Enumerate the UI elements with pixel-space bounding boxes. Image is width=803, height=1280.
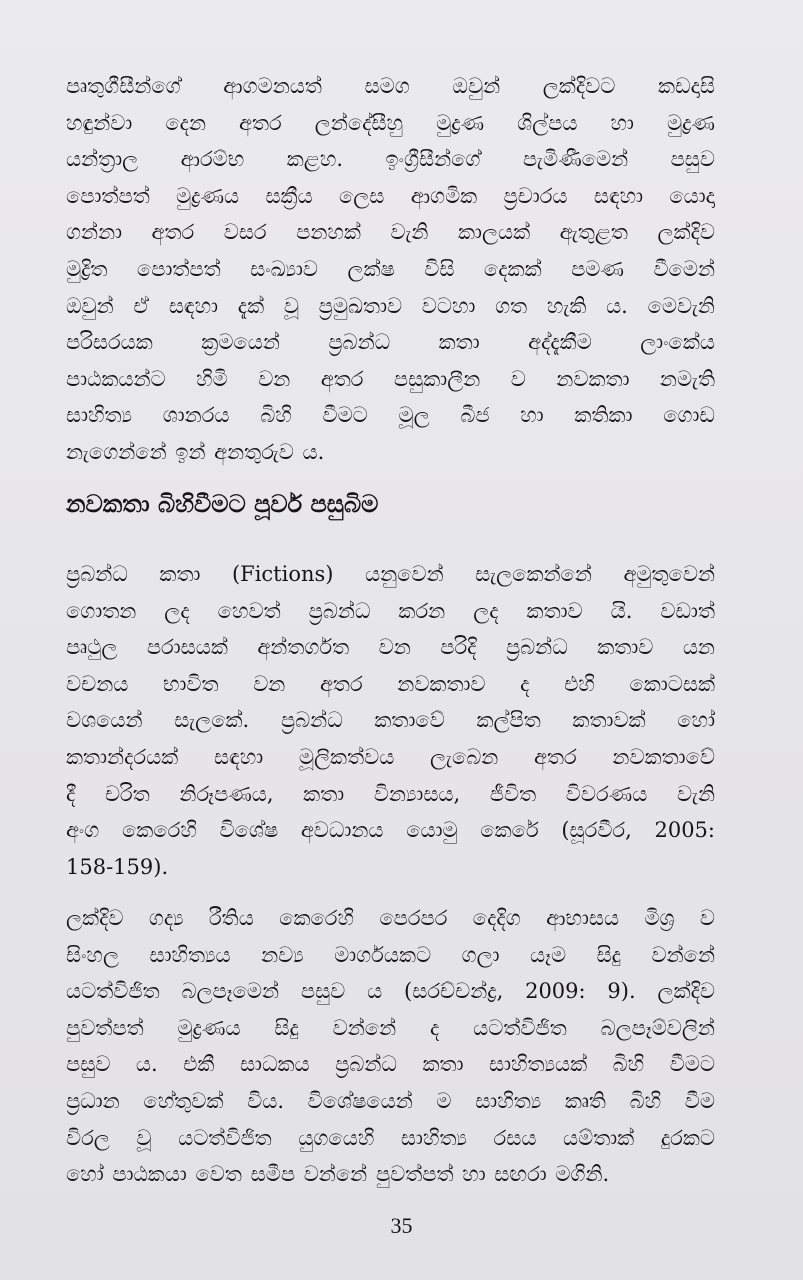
text-line: ප්‍රධාන හේතුවක් විය. විශේෂයෙන් ම සාහිත්‍ය කෘති බිහි වීම (66, 1088, 715, 1113)
text-line: පෘථුල පරාසයක් අන්තර්ගත වන පරිදි ප්‍රබන්ධ කතාව යන (66, 635, 715, 660)
text-line: හඳුන්වා දෙන අතර ලන්දේසීහු මුද්‍රණ ශිල්පය හා මුද්‍රණ (66, 110, 715, 135)
text-line: සිංහල සාහිත්‍යය නව්‍ය මාර්ගයකට ගලා යෑම සිදු වන්නේ (66, 942, 715, 967)
text-line: පුවත්පත් මුද්‍රණය සිදු වන්නේ ද යටත්විජිත බලපෑම්වලින් (66, 1015, 715, 1040)
text-line: 158-159). (66, 854, 169, 879)
text-line: ගන්නා අතර වසර පනහක් වැනි කාලයක් ඇතුළත ලක්දිව (66, 220, 715, 245)
text-line: පරිසරයක ක්‍රමයෙන් ප්‍රබන්ධ කතා අද්දැකීම ලාංකේය (66, 330, 715, 355)
page-number: 35 (390, 1213, 413, 1238)
paragraph-2 (66, 556, 715, 885)
text-line: නැගෙන්නේ ඉන් අනතුරුව ය. (66, 439, 325, 464)
text-line: ප්‍රබන්ධ කතා (Fictions) යනුවෙන් සැලකෙන්නේ අමුතුවෙන් (66, 562, 715, 586)
text-line: පසුව ය. එකී සාධකය ප්‍රබන්ධ කතා සාහිත්‍යයක් බිහි වීමට (66, 1052, 715, 1077)
paragraph-1 (66, 68, 715, 471)
text-line: විරල වූ යටත්විජිත යුගයෙහි සාහිත්‍ය රසය යම්තාක් දුරකට (66, 1125, 715, 1150)
text-line: පොත්පත් මුද්‍රණය සක්‍රීය ලෙස ආගමික ප්‍රචාරය සඳහා යොදා (66, 183, 715, 208)
text-line: යන්ත්‍රාල ආරම්භ කළහ. ඉංග්‍රීසීන්ගේ පැමිණීමෙන් පසුව (66, 147, 715, 172)
text-line: ගොතන ලද හෙවත් ප්‍රබන්ධ කරන ලද කතාව යි. වඩාත් (66, 598, 715, 623)
text-line: ඔවුන් ඒ සඳහා දැක් වූ ප්‍රමුඛතාව වටහා ගත හැකි ය. මෙවැනි (66, 293, 715, 318)
text-line: පාඨකයන්ට හිමි වන අතර පසුකාලීන ව නවකතා නමැති (66, 366, 715, 391)
text-line: සාහිත්‍ය ශානරය බිහි වීමට මූල බීජ හා කතිකා ගොඩ (66, 403, 715, 428)
paragraph-3 (66, 900, 715, 1193)
text-line: වශයෙන් සැලකේ. ප්‍රබන්ධ කතාවේ කල්පිත කතාවක් හෝ (66, 708, 715, 733)
text-line: අංග කෙරෙහි විශේෂ අවධානය යොමු කෙරේ (සූරවීර, 2005: (66, 818, 715, 843)
text-line: පෘතුගීසීන්ගේ ආගමනයත් සමග ඔවුන් ලක්දිවට කඩදාසි (66, 74, 715, 98)
text-line: හෝ පාඨකයා වෙත සමීප වන්නේ පුවත්පත් හා සඟරා මගිනි. (66, 1162, 610, 1187)
text-line: ලක්දිව ගද්‍ය රීතිය කෙරෙහි පෙරපර දෙදිග ආභාසය මිශ්‍ර ව (66, 906, 715, 930)
text-line: කතාන්දරයක් සඳහා මූලිකත්වය ලැබෙන අතර නවකතාවේ (66, 744, 715, 769)
text-line: වචනය භාවිත වන අතර නවකතාව ද එහි කොටසක් (66, 671, 715, 696)
text-line: යටත්විජිත බලපෑමෙන් පසුව ය (සරච්චන්ද්‍ර, 2009: 9). ලක්දිව (66, 979, 715, 1004)
text-line: දී චරිත නිරූපණය, කතා වින්‍යාසය, ජීවිත විවරණය වැනි (66, 781, 715, 806)
section-heading: නවකතා බිහිවීමට පූර්ව පසුබිම (66, 490, 379, 518)
text-line: මුද්‍රිත පොත්පත් සංඛ්‍යාව ලක්ෂ විසි දෙකක් පමණ වීමෙන් (66, 256, 715, 281)
